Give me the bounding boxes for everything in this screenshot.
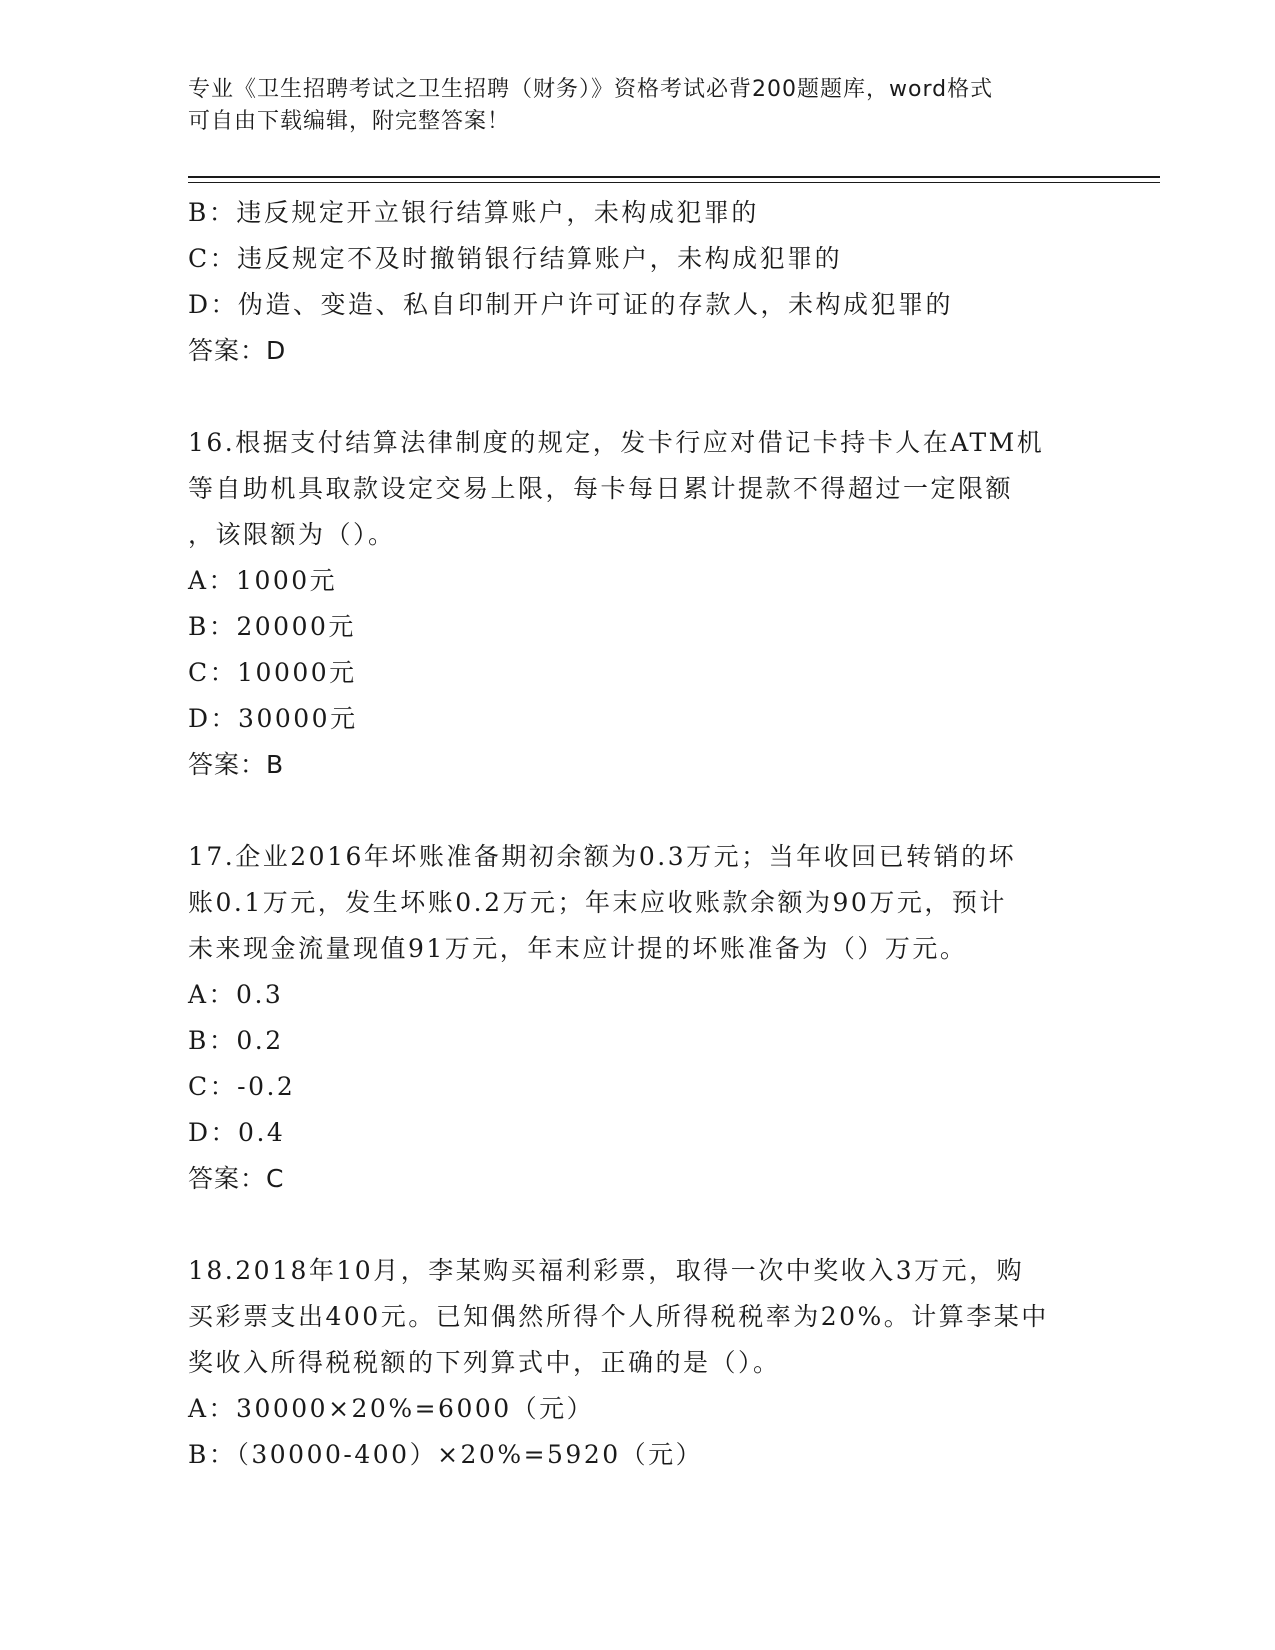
question-block: [188, 190, 1088, 374]
header-line-1: 专业《卫生招聘考试之卫生招聘（财务）》资格考试必背200题题库，word格式: [188, 77, 994, 102]
option-line: C：-0.2: [188, 1072, 296, 1101]
question-text-line: 16.根据支付结算法律制度的规定，发卡行应对借记卡持卡人在ATM机: [188, 428, 1045, 457]
header-line-2: 可自由下载编辑，附完整答案！: [188, 109, 511, 134]
option-line: C：10000元: [188, 658, 357, 687]
answer-line: 答案：D: [188, 336, 287, 365]
question-text-line: 17.企业2016年坏账准备期初余额为0.3万元；当年收回已转销的坏: [188, 842, 1017, 871]
option-line: B：违反规定开立银行结算账户，未构成犯罪的: [188, 198, 759, 227]
question-block: [188, 1248, 1088, 1478]
question-text-line: 奖收入所得税税额的下列算式中，正确的是（）。: [188, 1348, 781, 1377]
option-line: A：30000×20%=6000（元）: [188, 1394, 595, 1423]
question-block: [188, 420, 1088, 788]
option-line: B：20000元: [188, 612, 356, 641]
answer-line: 答案：C: [188, 1164, 285, 1193]
option-line: D：0.4: [188, 1118, 286, 1147]
document-header: [188, 74, 1088, 138]
block-spacer: [188, 374, 1088, 420]
block-spacer: [188, 1202, 1088, 1248]
option-line: B：（30000-400）×20%=5920（元）: [188, 1440, 704, 1469]
option-line: D：30000元: [188, 704, 358, 733]
option-line: A：0.3: [188, 980, 284, 1009]
question-text-line: 未来现金流量现值91万元，年末应计提的坏账准备为（）万元。: [188, 934, 968, 963]
option-line: B：0.2: [188, 1026, 284, 1055]
answer-line: 答案：B: [188, 750, 285, 779]
block-spacer: [188, 788, 1088, 834]
question-content: [188, 190, 1088, 1478]
question-text-line: 买彩票支出400元。已知偶然所得个人所得税税率为20%。计算李某中: [188, 1302, 1049, 1331]
option-line: A：1000元: [188, 566, 338, 595]
question-text-line: 18.2018年10月，李某购买福利彩票，取得一次中奖收入3万元，购: [188, 1256, 1025, 1285]
question-text-line: ，该限额为（）。: [188, 520, 396, 549]
question-block: [188, 834, 1088, 1202]
option-line: C：违反规定不及时撤销银行结算账户，未构成犯罪的: [188, 244, 843, 273]
header-divider-thin: [188, 182, 1160, 183]
question-text-line: 等自助机具取款设定交易上限，每卡每日累计提款不得超过一定限额: [188, 474, 1014, 503]
header-divider-thick: [188, 176, 1160, 178]
option-line: D：伪造、变造、私自印制开户许可证的存款人，未构成犯罪的: [188, 290, 954, 319]
question-text-line: 账0.1万元，发生坏账0.2万元；年末应收账款余额为90万元，预计: [188, 888, 1007, 917]
